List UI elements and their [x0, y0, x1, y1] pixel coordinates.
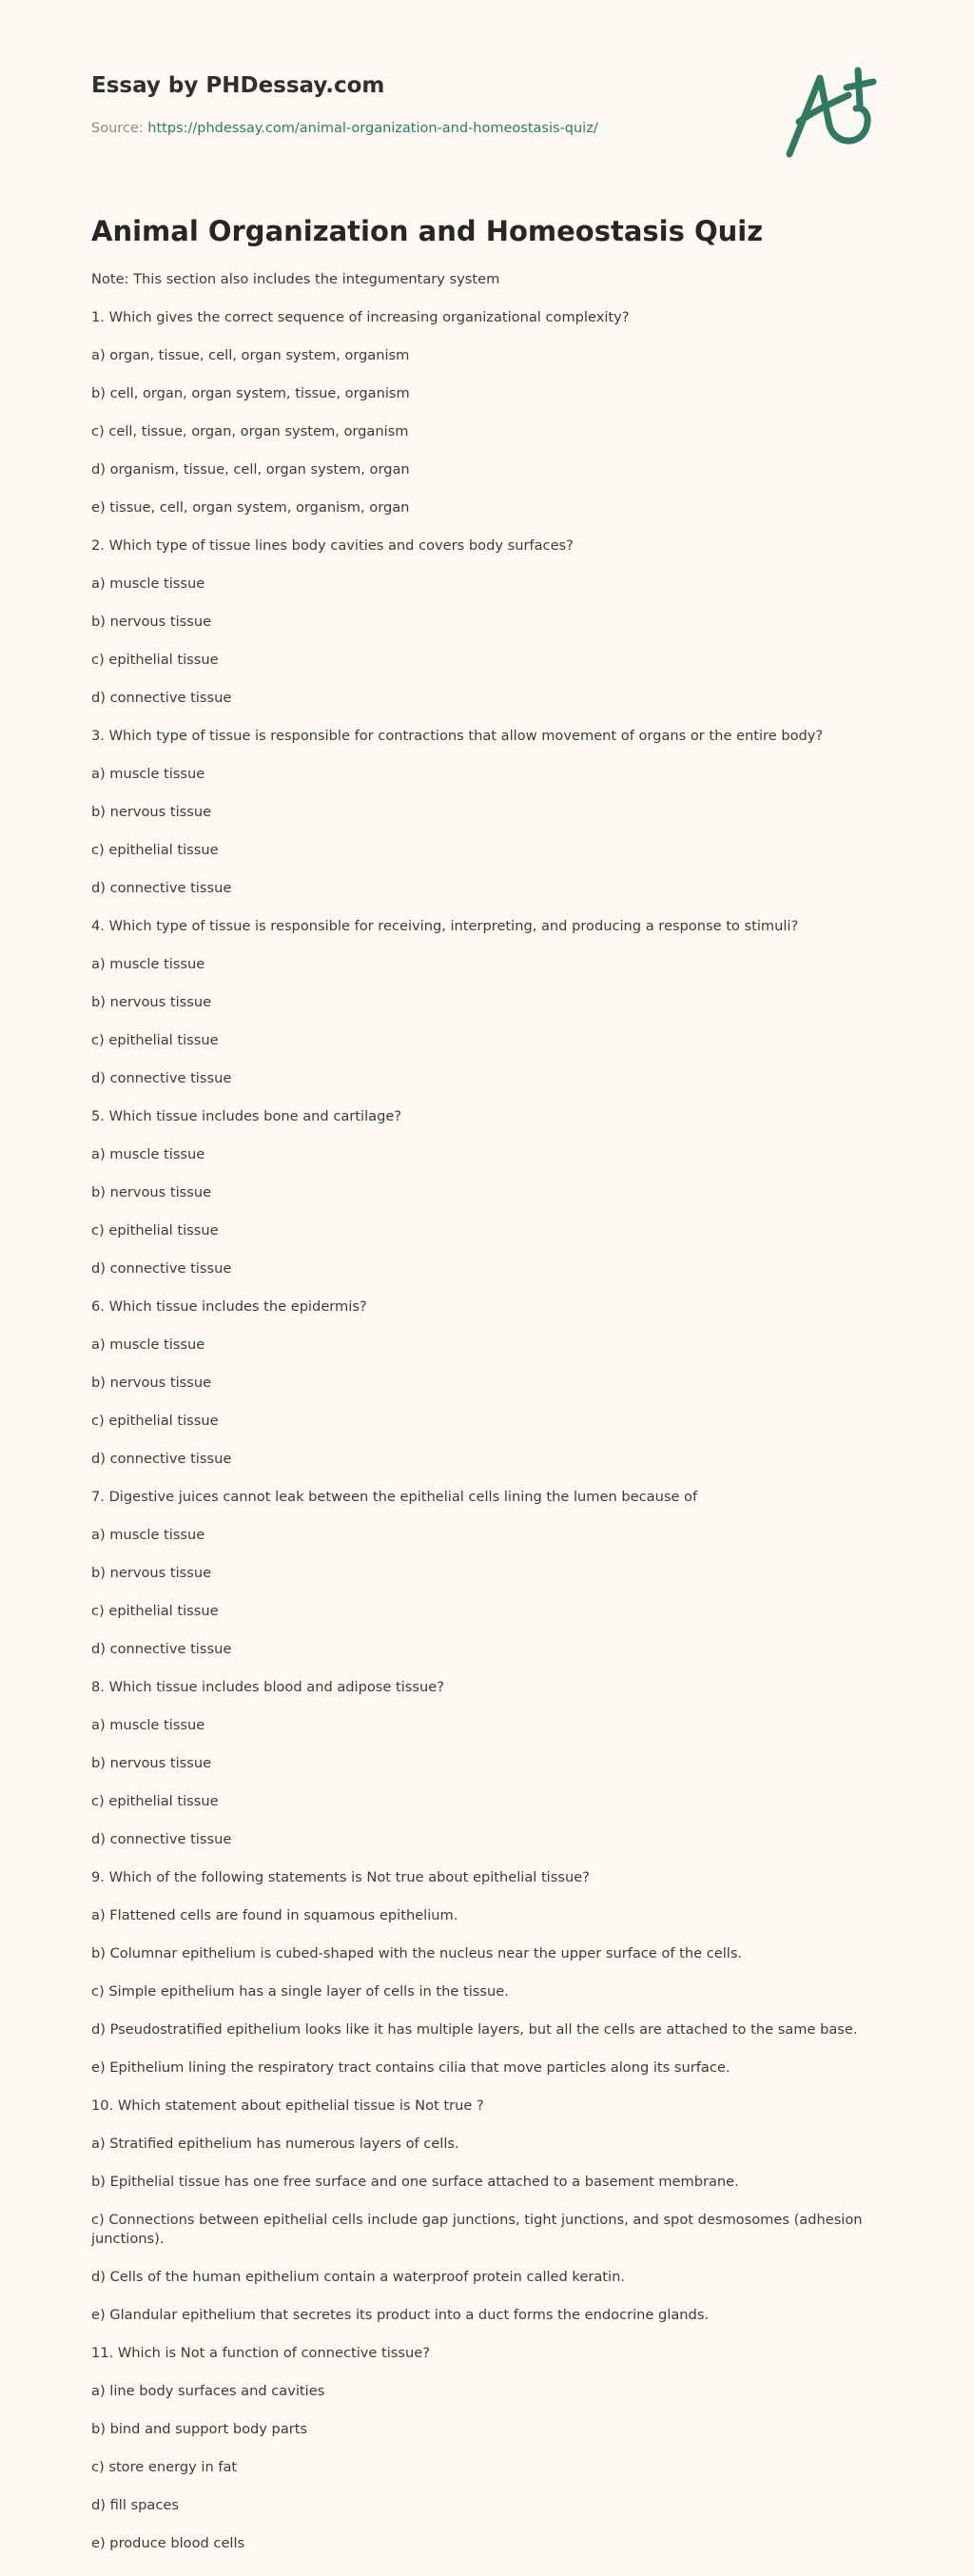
- question-text: 10. Which statement about epithelial tissue is Not true ?: [91, 2098, 484, 2114]
- answer-option: b) nervous tissue: [91, 614, 212, 630]
- answer-option: c) Connections between epithelial cells include gap junctions, tight junctions, and spot desmosomes (adhesion junctions).: [91, 2212, 863, 2247]
- answer-option: a) muscle tissue: [91, 766, 205, 782]
- question-text: 1. Which gives the correct sequence of increasing organizational complexity?: [91, 309, 630, 325]
- answer-option: d) connective tissue: [91, 1451, 232, 1467]
- answer-option: d) connective tissue: [91, 1070, 232, 1086]
- answer-option: b) cell, organ, organ system, tissue, organism: [91, 385, 410, 401]
- answer-option: e) Epithelium lining the respiratory tract contains cilia that move particles along its surface.: [91, 2059, 730, 2076]
- answer-option: b) nervous tissue: [91, 804, 212, 820]
- answer-option: c) epithelial tissue: [91, 1222, 219, 1239]
- source-line: [91, 120, 890, 137]
- answer-option: c) epithelial tissue: [91, 1603, 219, 1619]
- answer-option: b) nervous tissue: [91, 1565, 212, 1581]
- answer-option: c) epithelial tissue: [91, 652, 219, 668]
- answer-option: a) line body surfaces and cavities: [91, 2383, 325, 2399]
- answer-option: c) cell, tissue, organ, organ system, organism: [91, 423, 409, 439]
- answer-option: d) connective tissue: [91, 1260, 232, 1277]
- page-title: Animal Organization and Homeostasis Quiz: [91, 215, 764, 247]
- answer-option: b) nervous tissue: [91, 1755, 212, 1771]
- answer-option: d) connective tissue: [91, 880, 232, 896]
- answer-option: a) muscle tissue: [91, 1337, 205, 1353]
- answer-option: c) store energy in fat: [91, 2459, 238, 2475]
- answer-option: e) Glandular epithelium that secretes its product into a duct forms the endocrine glands.: [91, 2307, 710, 2323]
- answer-option: a) Flattened cells are found in squamous epithelium.: [91, 1907, 458, 1923]
- question-text: 4. Which type of tissue is responsible for receiving, interpreting, and producing a response to stimuli?: [91, 918, 799, 934]
- answer-option: d) Pseudostratified epithelium looks like it has multiple layers, but all the cells are attached to the same base.: [91, 2021, 858, 2038]
- answer-option: e) tissue, cell, organ system, organism, organ: [91, 499, 410, 516]
- question-text: 7. Digestive juices cannot leak between the epithelial cells lining the lumen because of: [91, 1489, 698, 1505]
- answer-option: a) Stratified epithelium has numerous layers of cells.: [91, 2136, 459, 2152]
- answer-option: a) organ, tissue, cell, organ system, organism: [91, 347, 410, 363]
- answer-option: a) muscle tissue: [91, 576, 205, 592]
- question-text: 3. Which type of tissue is responsible for contractions that allow movement of organs or the entire body?: [91, 728, 824, 744]
- quiz-content: [91, 270, 871, 2572]
- answer-option: e) produce blood cells: [91, 2535, 245, 2551]
- answer-option: b) nervous tissue: [91, 1375, 212, 1391]
- answer-option: d) connective tissue: [91, 1641, 232, 1657]
- answer-option: d) organism, tissue, cell, organ system, organ: [91, 461, 410, 478]
- answer-option: a) muscle tissue: [91, 1717, 205, 1733]
- question-text: 8. Which tissue includes blood and adipose tissue?: [91, 1679, 444, 1695]
- question-text: 2. Which type of tissue lines body cavities and covers body surfaces?: [91, 537, 574, 554]
- source-link[interactable]: https://phdessay.com/animal-organization-and-homeostasis-quiz/: [147, 121, 598, 136]
- question-text: 5. Which tissue includes bone and cartilage?: [91, 1108, 402, 1124]
- answer-option: a) muscle tissue: [91, 1146, 205, 1162]
- answer-option: a) muscle tissue: [91, 956, 205, 972]
- answer-option: c) Simple epithelium has a single layer of cells in the tissue.: [91, 1983, 509, 2000]
- question-text: 9. Which of the following statements is Not true about epithelial tissue?: [91, 1869, 590, 1885]
- answer-option: d) Cells of the human epithelium contain a waterproof protein called keratin.: [91, 2269, 625, 2285]
- answer-option: b) bind and support body parts: [91, 2421, 308, 2437]
- answer-option: b) Columnar epithelium is cubed-shaped with the nucleus near the upper surface of the cells.: [91, 1945, 743, 1961]
- note-text: Note: This section also includes the integumentary system: [91, 271, 500, 287]
- answer-option: c) epithelial tissue: [91, 1793, 219, 1809]
- question-text: 6. Which tissue includes the epidermis?: [91, 1298, 367, 1315]
- answer-option: b) nervous tissue: [91, 1184, 212, 1200]
- answer-option: c) epithelial tissue: [91, 1032, 219, 1048]
- page-header: [91, 72, 890, 137]
- answer-option: a) muscle tissue: [91, 1527, 205, 1543]
- a-plus-logo-icon: [780, 67, 885, 162]
- answer-option: c) epithelial tissue: [91, 1413, 219, 1429]
- answer-option: d) connective tissue: [91, 690, 232, 706]
- answer-option: b) nervous tissue: [91, 994, 212, 1010]
- answer-option: d) connective tissue: [91, 1831, 232, 1847]
- answer-option: c) epithelial tissue: [91, 842, 219, 858]
- answer-option: b) Epithelial tissue has one free surface and one surface attached to a basement membrane.: [91, 2174, 739, 2190]
- source-label: Source:: [91, 121, 148, 136]
- site-brand: Essay by PHDessay.com: [91, 73, 385, 98]
- answer-option: d) fill spaces: [91, 2497, 179, 2513]
- question-text: 11. Which is Not a function of connective tissue?: [91, 2345, 430, 2361]
